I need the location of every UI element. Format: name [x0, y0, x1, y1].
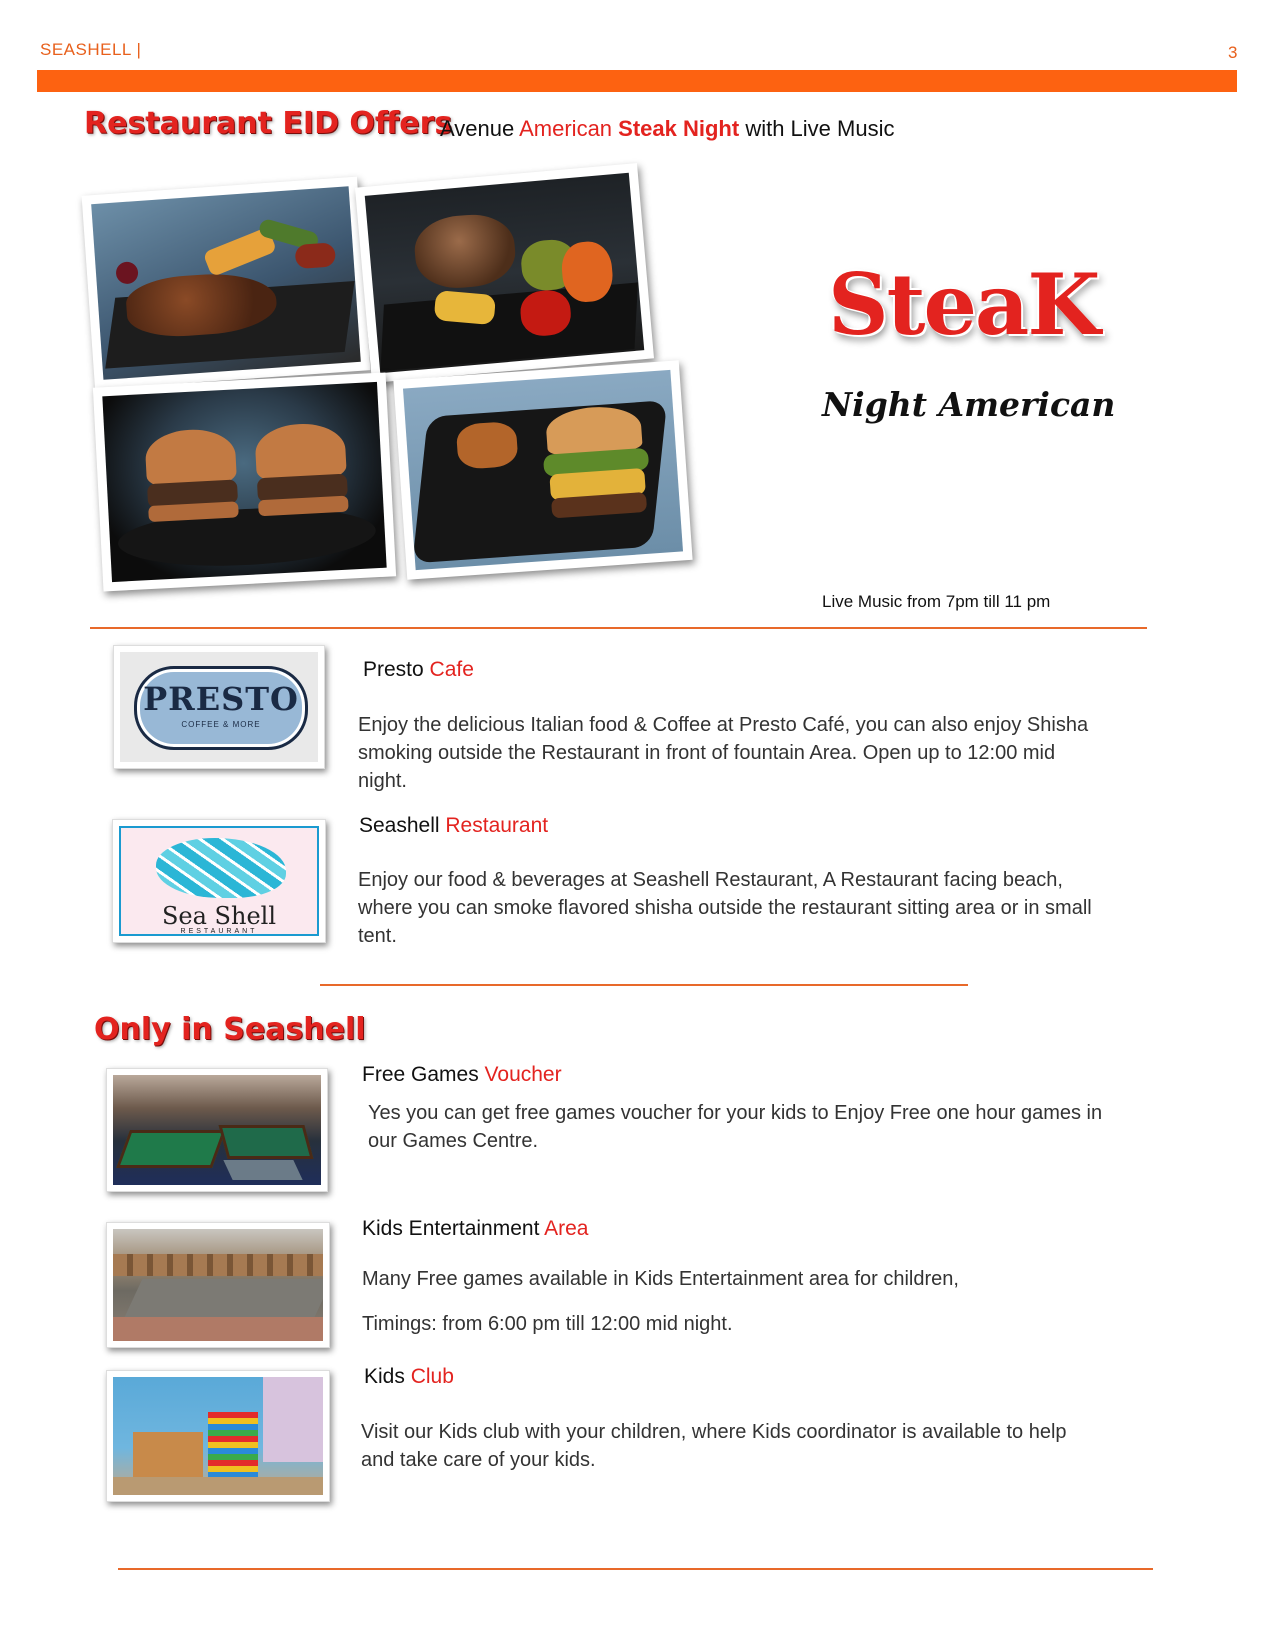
presto-title-a: Presto: [363, 658, 430, 681]
presto-title: [363, 658, 474, 682]
header-brand: SEASHELL |: [40, 40, 142, 59]
kids-area-photo: [106, 1222, 330, 1348]
sliders-photo: [93, 372, 396, 591]
seashell-restaurant-logo: [112, 819, 326, 943]
divider-2: [320, 984, 968, 986]
section-title-restaurant: Restaurant EID Offers: [84, 106, 453, 141]
steak-night-subtitle: [440, 116, 894, 142]
kids-area-title: [362, 1217, 588, 1241]
subtitle-part-steak-night: Steak Night: [618, 116, 740, 141]
subtitle-part-american: American: [519, 116, 619, 141]
kids-area-title-b: Area: [544, 1217, 589, 1240]
steak-logo: SteaK: [828, 255, 1099, 354]
games-title-a: Free Games: [362, 1063, 485, 1086]
steak-peppers-photo: [355, 163, 654, 383]
header-bar: [37, 70, 1237, 92]
seashell-restaurant-description: Enjoy our food & beverages at Seashell Restaurant, A Restaurant facing beach, where you can smoke flavored shisha outside the restaurant sitting area or in small tent.: [358, 869, 1092, 947]
kids-club-title-b: Club: [410, 1365, 454, 1388]
steak-plate-photo: [82, 177, 371, 390]
divider-1: [90, 627, 1147, 629]
games-centre-photo: [106, 1068, 328, 1192]
seashell-title-b: Restaurant: [445, 814, 549, 837]
subtitle-part-avenue: Avenue: [440, 116, 520, 141]
seashell-title-a: Seashell: [359, 814, 446, 837]
presto-logo: [113, 645, 325, 769]
burger-fries-photo: [393, 360, 692, 579]
page-number: 3: [1228, 43, 1238, 62]
presto-logo-subtext: COFFEE & MORE: [181, 720, 261, 729]
kids-area-line2: Timings: from 6:00 pm till 12:00 mid night.: [362, 1313, 733, 1335]
kids-area-title-a: Kids Entertainment: [362, 1217, 545, 1240]
seashell-logo-text: Sea Shell: [161, 902, 277, 930]
presto-logo-text: PRESTO: [143, 680, 299, 718]
kids-club-description: Visit our Kids club with your children, where Kids coordinator is available to help and take care of your kids.: [361, 1421, 1067, 1471]
kids-club-title-a: Kids: [364, 1365, 411, 1388]
kids-area-line1: Many Free games available in Kids Entertainment area for children,: [362, 1268, 959, 1290]
live-music-text: Live Music from 7pm till 11 pm: [822, 592, 1051, 611]
seashell-restaurant-title: [359, 814, 548, 838]
games-title: [362, 1063, 562, 1087]
presto-title-b: Cafe: [429, 658, 474, 681]
section-title-only-seashell: Only in Seashell: [94, 1012, 366, 1047]
subtitle-part-live-music: with Live Music: [739, 116, 895, 141]
games-title-b: Voucher: [484, 1063, 562, 1086]
night-american-text: Night American: [822, 385, 1116, 424]
kids-club-title: [364, 1365, 454, 1389]
seashell-logo-subtext: RESTAURANT: [180, 928, 258, 935]
divider-3: [118, 1568, 1153, 1570]
kids-club-photo: [106, 1370, 330, 1502]
games-description: Yes you can get free games voucher for your kids to Enjoy Free one hour games in our Games Centre.: [368, 1102, 1103, 1152]
presto-description: Enjoy the delicious Italian food & Coffee at Presto Café, you can also enjoy Shisha smoking outside the Restaurant in front of fountain Area. Open up to 12:00 mid night.: [358, 714, 1089, 792]
